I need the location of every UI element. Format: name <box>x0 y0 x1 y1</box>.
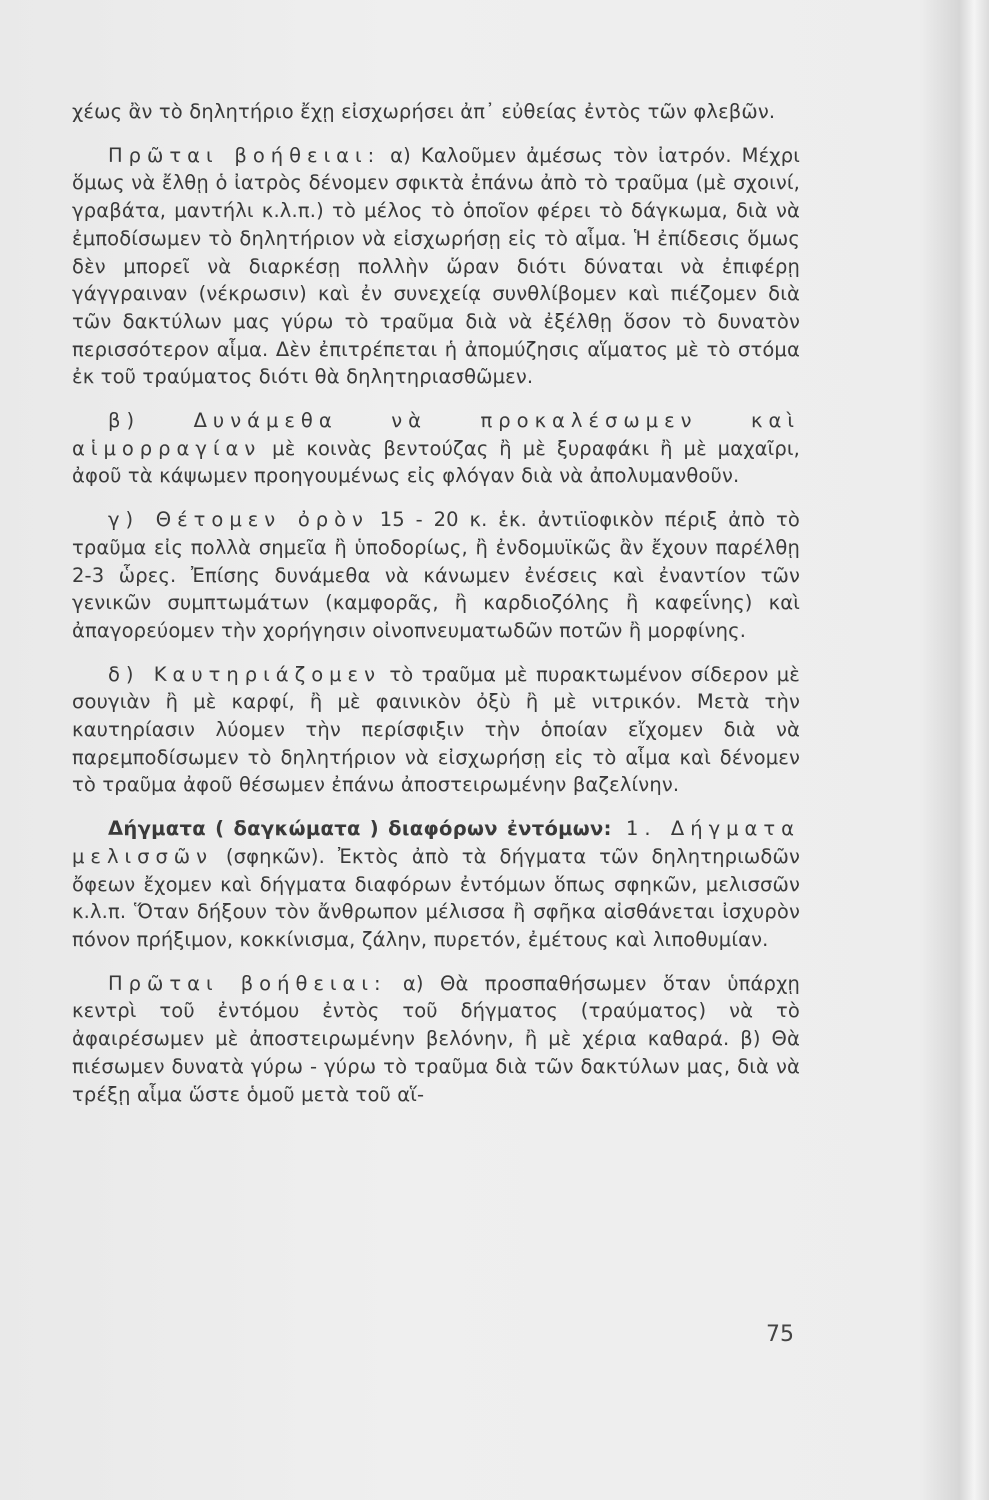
paragraph-continuation <box>72 98 800 126</box>
page-number: 75 <box>766 1322 794 1347</box>
spaced-heading: γ) Θέτομεν ὀρὸν <box>108 508 369 532</box>
spaced-heading: δ) Καυτηριάζομεν <box>108 662 381 686</box>
paragraph-text: μὲ κοινὰς βεντούζας ἢ μὲ ξυραφάκι ἢ μὲ μαχαῖρι, ἀφοῦ τὰ κάψωμεν προηγουμένως εἰς φλόγαν διὰ νὰ ἀπολυμανθοῦν. <box>72 436 800 488</box>
paragraph-hemorrhage <box>72 407 800 490</box>
paragraph-cauterize <box>72 661 800 800</box>
paragraph-text: α) Καλοῦμεν ἀμέσως τὸν ἰατρόν. Μέχρι ὅμως νὰ ἔλθῃ ὁ ἰατρὸς δένομεν σφικτὰ ἐπάνω ἀπὸ τὸ τραῦμα (μὲ σχοινί, γραβάτα, μαντήλι κ.λ.π.) τὸ μέλος τὸ ὁποῖον φέρει τὸ δάγκωμα, διὰ νὰ ἐμποδίσωμεν τὸ δηλητήριον νὰ εἰσχωρήσῃ εἰς τὸ αἷμα. Ἡ ἐπίδεσις ὅμως δὲν μπορεῖ νὰ διαρκέσῃ πολλὴν ὥραν διότι δύναται νὰ ἐπιφέρῃ γάγγραιναν (νέκρωσιν) καὶ ἐν συνεχείᾳ συνθλίβομεν καὶ πιέζομεν διὰ τῶν δακτύλων μας γύρω τὸ τραῦμα διὰ νὰ ἐξέλθῃ ὅσον τὸ δυνατὸν περισσότερον αἷμα. Δὲν ἐπιτρέπεται ἡ ἀπομύζησις αἵματος μὲ τὸ στόμα ἐκ τοῦ τραύματος διότι θὰ δηλητηριασθῶμεν. <box>72 143 800 389</box>
paragraph-text: χέως ἂν τὸ δηλητήριο ἔχῃ εἰσχωρήσει ἀπ᾿ εὐθείας ἐντὸς τῶν φλεβῶν. <box>72 100 776 123</box>
spaced-heading: Πρῶται βοήθειαι: <box>108 971 387 995</box>
paragraph-first-aid-insects <box>72 970 800 1109</box>
spaced-heading: β) Δυνάμεθα νὰ προκαλέσωμεν καὶ αἱμορραγίαν <box>72 409 800 460</box>
paragraph-text: τὸ τραῦμα μὲ πυρακτωμένον σίδερον μὲ σουγιὰν ἢ μὲ καρφί, ἢ μὲ φαινικὸν ὀξὺ ἢ μὲ νιτρικόν. Μετὰ τὴν καυτηρίασιν λύομεν τὴν περίσφιξιν τὴν ὁποίαν εἴχομεν διὰ νὰ παρεμποδίσωμεν τὸ δηλητήριον νὰ εἰσχωρήσῃ εἰς τὸ αἷμα καὶ δένομεν τὸ τραῦμα ἀφοῦ θέσωμεν ἐπάνω ἀποστειρωμένην βαζελίνην. <box>72 662 800 797</box>
spaced-heading: 1. Δήγματα μελισσῶν <box>72 817 800 868</box>
paragraph-first-aid <box>72 142 800 391</box>
paragraph-insect-bites <box>72 815 800 954</box>
paragraph-text: 15 - 20 κ. ἑκ. ἀντιϊοφικὸν πέριξ ἀπὸ τὸ τραῦμα εἰς πολλὰ σημεῖα ἢ ὑποδορίως, ἢ ἐνδομυϊκῶς ἂν ἔχουν παρέλθῃ 2-3 ὧρες. Ἐπίσης δυνάμεθα νὰ κάνωμεν ἐνέσεις καὶ ἐναντίον τῶν γενικῶν συμπτωμάτων (καμφορᾶς, ἢ καρδιοζόλης ἢ καφεΐνης) καὶ ἀπαγορεύομεν τὴν χορήγησιν οἰνοπνευματωδῶν ποτῶν ἢ μορφίνης. <box>72 508 800 642</box>
section-heading: Δήγματα ( δαγκώματα ) διαφόρων ἐντόμων: <box>108 817 612 841</box>
paragraph-text: α) Θὰ προσπαθήσωμεν ὅταν ὑπάρχῃ κεντρὶ τοῦ ἐντόμου ἐντὸς τοῦ δήγματος (τραύματος) νὰ τὸ ἀφαιρέσωμεν μὲ ἀποστειρωμένην βελόνην, ἢ μὲ χέρια καθαρά. β) Θὰ πιέσωμεν δυνατὰ γύρω - γύρω τὸ τραῦμα διὰ τῶν δακτύλων μας, διὰ νὰ τρέξῃ αἷμα ὥστε ὁμοῦ μετὰ τοῦ αἵ- <box>72 971 800 1106</box>
body-text <box>72 98 800 1108</box>
paragraph-text: (σφηκῶν). Ἐκτὸς ἀπὸ τὰ δήγματα τῶν δηλητηριωδῶν ὄφεων ἔχομεν καὶ δήγματα διαφόρων ἐντόμων ὅπως σφηκῶν, μελισσῶν κ.λ.π. Ὅταν δήξουν τὸν ἄνθρωπον μέλισσα ἢ σφῆκα αἰσθάνεται ἰσχυρὸν πόνον πρήξιμον, κοκκίνισμα, ζάλην, πυρετόν, ἐμέτους καὶ λιποθυμίαν. <box>72 844 800 951</box>
paragraph-serum <box>72 506 800 645</box>
spaced-heading: Πρῶται βοήθειαι: <box>108 143 381 167</box>
